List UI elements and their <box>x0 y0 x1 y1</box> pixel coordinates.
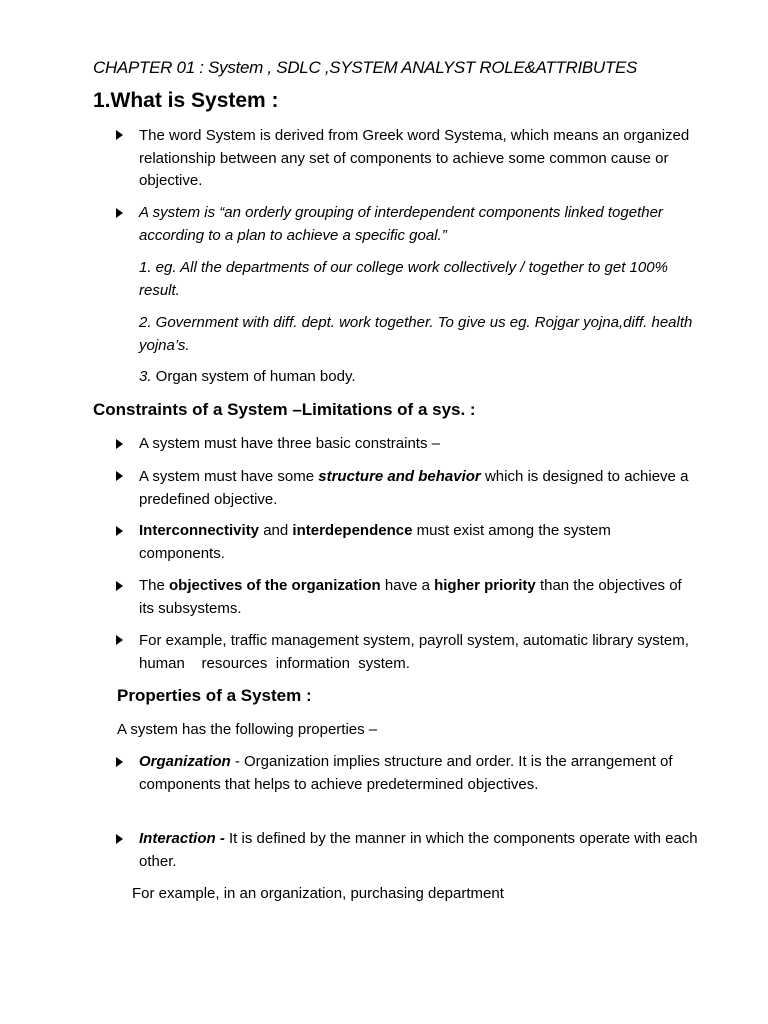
text-run: must exist among the system components. <box>139 522 611 562</box>
bullet-arrow-icon <box>116 471 123 481</box>
example-government: 2. Government with diff. dept. work together. To give us eg. Rojgar yojna,diff. health yojna’s. <box>139 314 693 354</box>
bullet-arrow-icon <box>116 757 123 767</box>
property-interaction <box>139 828 699 873</box>
example-number: 3. <box>139 368 152 385</box>
emphasis-text: higher priority <box>434 577 536 594</box>
section-heading-constraints: Constraints of a System –Limitations of a sys. : <box>93 400 476 419</box>
bullet-arrow-icon <box>116 581 123 591</box>
constraint-structure-behavior <box>139 466 699 511</box>
text-run: A system must have some <box>139 468 319 485</box>
example-purchasing-department: For example, in an organization, purchasing department <box>132 885 504 902</box>
bullet-arrow-icon <box>116 208 123 218</box>
text-run: and <box>259 522 293 539</box>
property-description: - Organization implies structure and order. It is the arrangement of components that helps to achieve predetermined objectives. <box>139 753 673 793</box>
text-run: which is designed to achieve a predefined objective. <box>139 468 689 508</box>
constraint-examples: For example, traffic management system, payroll system, automatic library system, human resources information system. <box>139 632 694 672</box>
example-college: 1. eg. All the departments of our college work collectively / together to get 100% result. <box>139 259 668 299</box>
chapter-title: CHAPTER 01 : System , SDLC ,SYSTEM ANALYST ROLE&ATTRIBUTES <box>93 58 638 77</box>
text-run: The <box>139 577 170 594</box>
properties-intro: A system has the following properties – <box>117 721 378 738</box>
constraint-objectives-priority <box>139 575 699 620</box>
bullet-arrow-icon <box>116 130 123 140</box>
emphasis-text: objectives of the organization <box>169 577 381 594</box>
constraint-three-basic: A system must have three basic constraints – <box>139 435 440 452</box>
property-term: Interaction - <box>139 830 225 847</box>
bullet-arrow-icon <box>116 439 123 449</box>
bullet-arrow-icon <box>116 635 123 645</box>
definition-orderly-grouping: A system is “an orderly grouping of interdependent components linked together according to a plan to achieve a specific goal.” <box>139 204 663 244</box>
property-description: It is defined by the manner in which the components operate with each other. <box>139 830 698 870</box>
emphasis-text: Interconnectivity <box>139 522 260 539</box>
section-heading-what-is-system: 1.What is System : <box>93 89 279 112</box>
example-text: Organ system of human body. <box>151 368 356 385</box>
section-heading-properties: Properties of a System : <box>117 686 312 705</box>
bullet-arrow-icon <box>116 834 123 844</box>
definition-greek-origin: The word System is derived from Greek word Systema, which means an organized relationship between any set of components to achieve some common cause or objective. <box>139 127 690 189</box>
constraint-interconnectivity <box>139 520 699 565</box>
property-organization <box>139 751 699 796</box>
example-organ-system <box>139 366 699 389</box>
emphasis-text: structure and behavior <box>318 468 481 485</box>
emphasis-text: interdependence <box>292 522 413 539</box>
text-run: than the objectives of its subsystems. <box>139 577 682 617</box>
text-run: have a <box>380 577 435 594</box>
bullet-arrow-icon <box>116 526 123 536</box>
property-term: Organization <box>139 753 231 770</box>
